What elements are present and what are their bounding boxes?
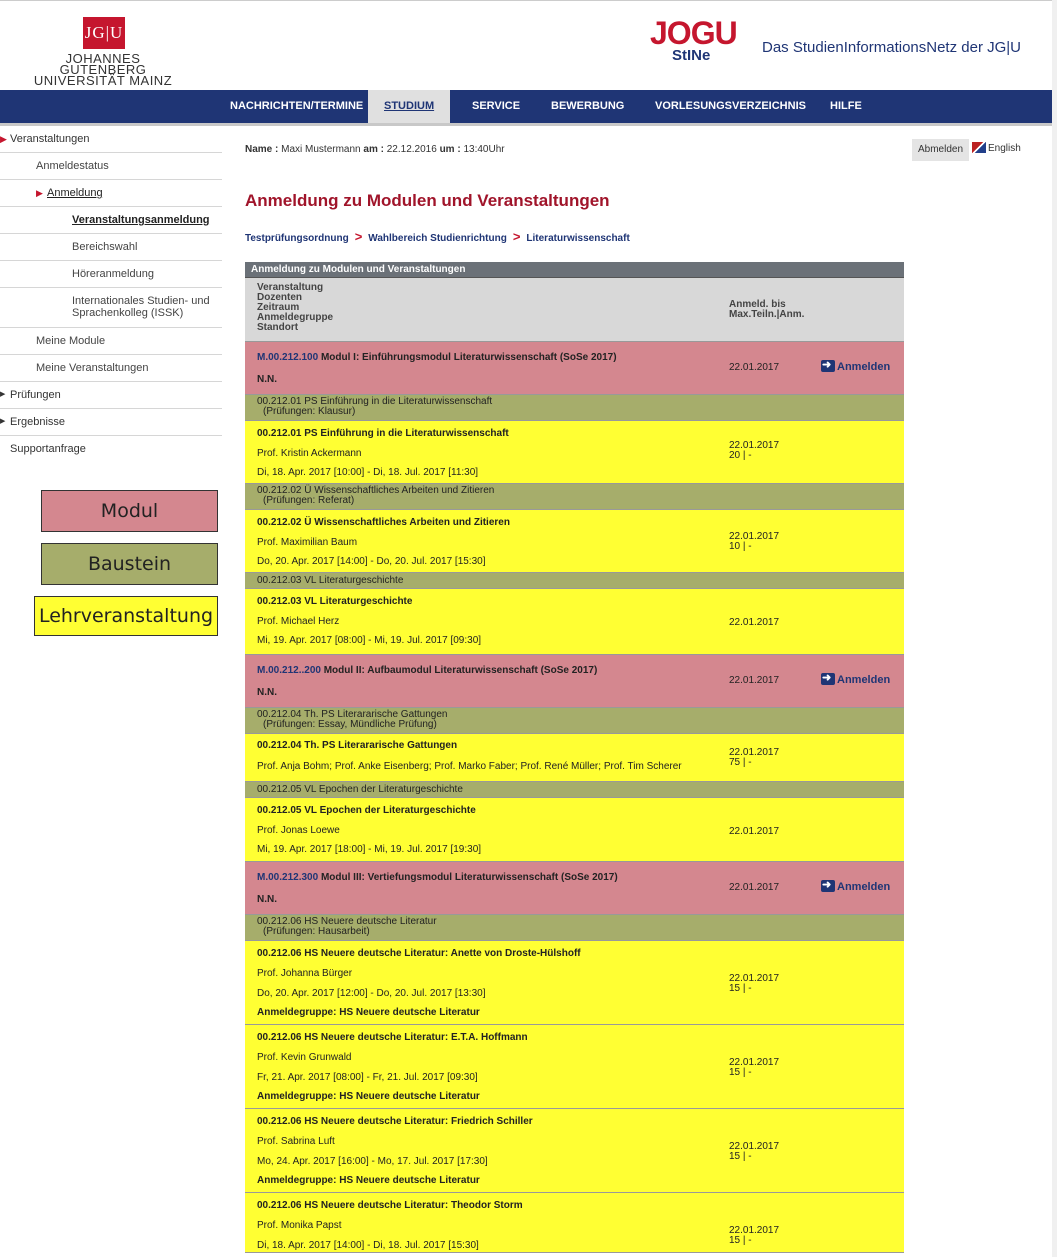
baustein-exam: (Prüfungen: Hausarbeit) xyxy=(263,926,370,937)
course-time: Mi, 19. Apr. 2017 [18:00] - Mi, 19. Jul. 2017 [19:30] xyxy=(257,844,482,855)
deadline: 22.01.2017 xyxy=(729,747,780,758)
table-header xyxy=(245,278,904,342)
deadline: 22.01.2017 xyxy=(729,675,780,686)
course-staff: Prof. Monika Papst xyxy=(257,1220,342,1231)
jgu-logo[interactable] xyxy=(28,13,178,88)
baustein-label xyxy=(257,917,437,937)
course-deadline xyxy=(729,532,779,552)
column-anmeld xyxy=(729,300,804,320)
baustein-row xyxy=(245,915,904,941)
modul-title[interactable] xyxy=(257,665,597,676)
um-label: um : xyxy=(439,144,461,155)
register-button[interactable] xyxy=(821,880,890,893)
course-deadline xyxy=(729,1142,779,1162)
lehrveranstaltung-row xyxy=(245,510,904,573)
logout-button[interactable]: Abmelden xyxy=(912,139,969,161)
sidebar-item-issk-line1: Internationales Studien- und xyxy=(72,295,210,307)
course-title[interactable]: 00.212.03 VL Literaturgeschichte xyxy=(257,596,413,607)
sidebar-item-veranstaltungsanmeldung[interactable]: Veranstaltungsanmeldung xyxy=(0,207,222,234)
modul-staff: N.N. xyxy=(257,374,277,385)
nav-studium[interactable]: STUDIUM xyxy=(368,90,450,123)
nav-vorlesungsverzeichnis[interactable]: VORLESUNGSVERZEICHNIS xyxy=(655,100,806,112)
nav-bewerbung[interactable]: BEWERBUNG xyxy=(551,100,625,112)
arrow-right-icon xyxy=(821,880,835,892)
deadline: 22.01.2017 xyxy=(729,362,780,373)
site-tagline: Das StudienInformationsNetz der JG|U xyxy=(762,39,1022,56)
course-title[interactable]: 00.212.06 HS Neuere deutsche Literatur: Theodor Storm xyxy=(257,1200,523,1211)
lehrveranstaltung-row xyxy=(245,734,904,782)
sidebar-item-issk-line2: Sprachenkolleg (ISSK) xyxy=(72,307,184,319)
sidebar-item-supportanfrage[interactable]: Supportanfrage xyxy=(10,443,86,455)
course-staff: Prof. Sabrina Luft xyxy=(257,1136,335,1147)
course-staff: Prof. Anja Bohm; Prof. Anke Eisenberg; Prof. Marko Faber; Prof. René Müller; Prof. Tim Scherer xyxy=(257,761,682,772)
baustein-label xyxy=(257,397,492,417)
jogu-text: JOGU xyxy=(650,15,737,51)
course-title[interactable]: 00.212.01 PS Einführung in die Literaturwissenschaft xyxy=(257,428,509,439)
course-time: Fr, 21. Apr. 2017 [08:00] - Fr, 21. Jul. 2017 [09:30] xyxy=(257,1072,478,1083)
capacity: 20 | - xyxy=(729,450,752,461)
modul-name: Modul I: Einführungsmodul Literaturwissenschaft (SoSe 2017) xyxy=(320,352,617,363)
course-time: Di, 18. Apr. 2017 [14:00] - Di, 18. Jul. 2017 [15:30] xyxy=(257,1240,479,1251)
jogustine-logo[interactable] xyxy=(650,15,746,75)
am-label: am : xyxy=(363,144,384,155)
deadline: 22.01.2017 xyxy=(729,882,780,893)
baustein-label xyxy=(257,710,448,730)
sidebar-item-issk[interactable] xyxy=(0,288,222,328)
baustein-title: 00.212.05 VL Epochen der Literaturgeschichte xyxy=(257,784,463,795)
column-header: Max.Teiln.|Anm. xyxy=(729,309,805,320)
register-button[interactable] xyxy=(821,673,890,686)
capacity: 10 | - xyxy=(729,541,752,552)
modul-code: M.00.212..200 xyxy=(257,665,321,676)
lehrveranstaltung-row xyxy=(245,589,904,655)
page-title: Anmeldung zu Modulen und Veranstaltungen xyxy=(245,191,610,210)
stine-text: StINe xyxy=(672,47,711,64)
course-staff: Prof. Kristin Ackermann xyxy=(257,448,362,459)
capacity: 75 | - xyxy=(729,757,752,768)
course-time: Do, 20. Apr. 2017 [14:00] - Do, 20. Jul. 2017 [15:30] xyxy=(257,556,486,567)
modul-name: Modul III: Vertiefungsmodul Literaturwissenschaft (SoSe 2017) xyxy=(320,872,618,883)
breadcrumb-separator: > xyxy=(354,229,363,244)
legend-modul: Modul xyxy=(41,490,218,532)
column-header: Anmeld. bis xyxy=(729,299,786,310)
baustein-label xyxy=(257,486,494,506)
course-title[interactable]: 00.212.04 Th. PS Literararische Gattungen xyxy=(257,740,458,751)
breadcrumb-item[interactable]: Literaturwissenschaft xyxy=(526,233,630,244)
course-deadline xyxy=(729,748,779,768)
sidebar-item-anmeldestatus[interactable]: Anmeldestatus xyxy=(0,153,222,180)
modul-staff: N.N. xyxy=(257,894,277,905)
sidebar-item-anmeldung-label: Anmeldung xyxy=(47,187,103,199)
modul-staff: N.N. xyxy=(257,687,277,698)
course-deadline xyxy=(729,1058,779,1078)
column-header: Dozenten xyxy=(257,292,302,303)
register-label: Anmelden xyxy=(837,881,891,893)
course-deadline xyxy=(729,1226,779,1246)
course-title[interactable]: 00.212.06 HS Neuere deutsche Literatur: Anette von Droste-Hülshoff xyxy=(257,948,581,959)
arrow-right-icon xyxy=(821,673,835,685)
sidebar-item-hoereranmeldung[interactable]: Höreranmeldung xyxy=(0,261,222,288)
jgu-name-line1: JOHANNES GUTENBERG xyxy=(59,51,147,77)
table-title: Anmeldung zu Modulen und Veranstaltungen xyxy=(245,262,904,278)
course-title[interactable]: 00.212.06 HS Neuere deutsche Literatur: Friedrich Schiller xyxy=(257,1116,533,1127)
sidebar xyxy=(0,126,222,463)
column-veranstaltung xyxy=(257,283,333,333)
deadline: 22.01.2017 xyxy=(729,440,780,451)
sidebar-item-pruefungen[interactable]: ▶ Prüfungen xyxy=(0,382,222,409)
lehrveranstaltung-row xyxy=(245,941,904,1025)
sidebar-item-meine-veranstaltungen[interactable]: Meine Veranstaltungen xyxy=(0,355,222,382)
breadcrumb xyxy=(245,229,630,244)
course-table xyxy=(245,262,904,1253)
capacity: 15 | - xyxy=(729,1067,752,1078)
course-deadline xyxy=(729,441,779,461)
course-title[interactable]: 00.212.06 HS Neuere deutsche Literatur: E.T.A. Hoffmann xyxy=(257,1032,528,1043)
course-staff: Prof. Kevin Grunwald xyxy=(257,1052,352,1063)
lehrveranstaltung-row xyxy=(245,1025,904,1109)
baustein-title: 00.212.01 PS Einführung in die Literaturwissenschaft xyxy=(257,396,493,407)
uk-flag-icon xyxy=(972,142,986,153)
baustein-row xyxy=(245,782,904,798)
deadline: 22.01.2017 xyxy=(729,826,780,837)
course-staff: Prof. Jonas Loewe xyxy=(257,825,340,836)
deadline: 22.01.2017 xyxy=(729,617,780,628)
baustein-title: 00.212.03 VL Literaturgeschichte xyxy=(257,575,404,586)
modul-title[interactable] xyxy=(257,352,617,363)
name-label: Name : xyxy=(245,144,279,155)
arrow-right-icon xyxy=(821,360,835,372)
register-label: Anmelden xyxy=(837,361,891,373)
nav-hilfe[interactable]: HILFE xyxy=(830,100,862,112)
baustein-row xyxy=(245,484,904,510)
baustein-exam: (Prüfungen: Referat) xyxy=(263,495,355,506)
baustein-row xyxy=(245,395,904,421)
course-deadline xyxy=(729,974,779,994)
modul-title[interactable] xyxy=(257,872,618,883)
baustein-title: 00.212.02 Ü Wissenschaftliches Arbeiten und Zitieren xyxy=(257,485,495,496)
deadline: 22.01.2017 xyxy=(729,1141,780,1152)
baustein-row xyxy=(245,708,904,734)
window-scrollbar[interactable] xyxy=(1052,0,1057,1257)
jgu-logo-text xyxy=(28,53,178,86)
course-staff: Prof. Maximilian Baum xyxy=(257,537,358,548)
modul-code: M.00.212.100 xyxy=(257,352,319,363)
capacity: 15 | - xyxy=(729,1235,752,1246)
column-header: Veranstaltung xyxy=(257,282,324,293)
sidebar-item-veranstaltungen[interactable]: ▶ Veranstaltungen xyxy=(0,126,222,153)
capacity: 15 | - xyxy=(729,983,752,994)
lehrveranstaltung-row xyxy=(245,1193,904,1253)
breadcrumb-item[interactable]: Wahlbereich Studienrichtung xyxy=(368,233,507,244)
nav-service[interactable]: SERVICE xyxy=(472,100,521,112)
header xyxy=(0,0,1057,90)
nav-nachrichten[interactable]: NACHRICHTEN/TERMINE xyxy=(230,100,364,112)
course-title[interactable]: 00.212.05 VL Epochen der Literaturgeschichte xyxy=(257,805,476,816)
deadline: 22.01.2017 xyxy=(729,973,780,984)
column-header: Standort xyxy=(257,322,299,333)
course-staff: Prof. Johanna Bürger xyxy=(257,968,353,979)
course-group: Anmeldegruppe: HS Neuere deutsche Literatur xyxy=(257,1175,480,1186)
sidebar-item-bereichswahl[interactable]: Bereichswahl xyxy=(0,234,222,261)
baustein-title: 00.212.06 HS Neuere deutsche Literatur xyxy=(257,916,437,927)
jgu-logo-mark: JG|U xyxy=(83,17,125,49)
breadcrumb-separator: > xyxy=(512,229,521,244)
modul-row xyxy=(245,862,904,915)
lehrveranstaltung-row xyxy=(245,1109,904,1193)
legend-lehrveranstaltung: Lehrveranstaltung xyxy=(34,596,218,636)
modul-name: Modul II: Aufbaumodul Literaturwissenschaft (SoSe 2017) xyxy=(323,665,598,676)
course-time: Mi, 19. Apr. 2017 [08:00] - Mi, 19. Jul. 2017 [09:30] xyxy=(257,635,482,646)
lehrveranstaltung-row xyxy=(245,798,904,862)
deadline: 22.01.2017 xyxy=(729,1225,780,1236)
modul-row xyxy=(245,342,904,395)
sidebar-item-anmeldung[interactable] xyxy=(0,180,222,207)
sidebar-item-meine-module[interactable]: Meine Module xyxy=(0,328,222,355)
deadline: 22.01.2017 xyxy=(729,1057,780,1068)
baustein-exam: (Prüfungen: Klausur) xyxy=(263,406,356,417)
login-time: 13:40Uhr xyxy=(463,144,505,155)
jgu-name-line2: UNIVERSITÄT MAINZ xyxy=(33,73,173,88)
course-time: Do, 20. Apr. 2017 [12:00] - Do, 20. Jul. 2017 [13:30] xyxy=(257,988,486,999)
login-date: 22.12.2016 xyxy=(386,144,437,155)
course-time: Di, 18. Apr. 2017 [10:00] - Di, 18. Jul. 2017 [11:30] xyxy=(257,467,479,478)
modul-code: M.00.212.300 xyxy=(257,872,319,883)
sidebar-item-ergebnisse[interactable]: ▶ Ergebnisse xyxy=(0,409,222,436)
column-header: Zeitraum xyxy=(257,302,300,313)
course-staff: Prof. Michael Herz xyxy=(257,616,340,627)
course-group: Anmeldegruppe: HS Neuere deutsche Literatur xyxy=(257,1091,480,1102)
user-info xyxy=(245,144,505,155)
lehrveranstaltung-row xyxy=(245,421,904,484)
column-header: Anmeldegruppe xyxy=(257,312,334,323)
course-time: Mo, 24. Apr. 2017 [16:00] - Mo, 17. Jul. 2017 [17:30] xyxy=(257,1156,488,1167)
breadcrumb-item[interactable]: Testprüfungsordnung xyxy=(245,233,349,244)
course-title[interactable]: 00.212.02 Ü Wissenschaftliches Arbeiten und Zitieren xyxy=(257,517,510,528)
user-name: Maxi Mustermann xyxy=(281,144,361,155)
register-label: Anmelden xyxy=(837,674,891,686)
register-button[interactable] xyxy=(821,360,890,373)
baustein-exam: (Prüfungen: Essay, Mündliche Prüfung) xyxy=(263,719,437,730)
language-label: English xyxy=(988,143,1021,154)
deadline: 22.01.2017 xyxy=(729,531,780,542)
baustein-title: 00.212.04 Th. PS Literararische Gattungen xyxy=(257,709,448,720)
capacity: 15 | - xyxy=(729,1151,752,1162)
modul-row xyxy=(245,655,904,708)
language-switch[interactable] xyxy=(972,142,1021,154)
baustein-row xyxy=(245,573,904,589)
main-nav xyxy=(0,90,1052,126)
legend-baustein: Baustein xyxy=(41,543,218,585)
course-group: Anmeldegruppe: HS Neuere deutsche Literatur xyxy=(257,1007,480,1018)
